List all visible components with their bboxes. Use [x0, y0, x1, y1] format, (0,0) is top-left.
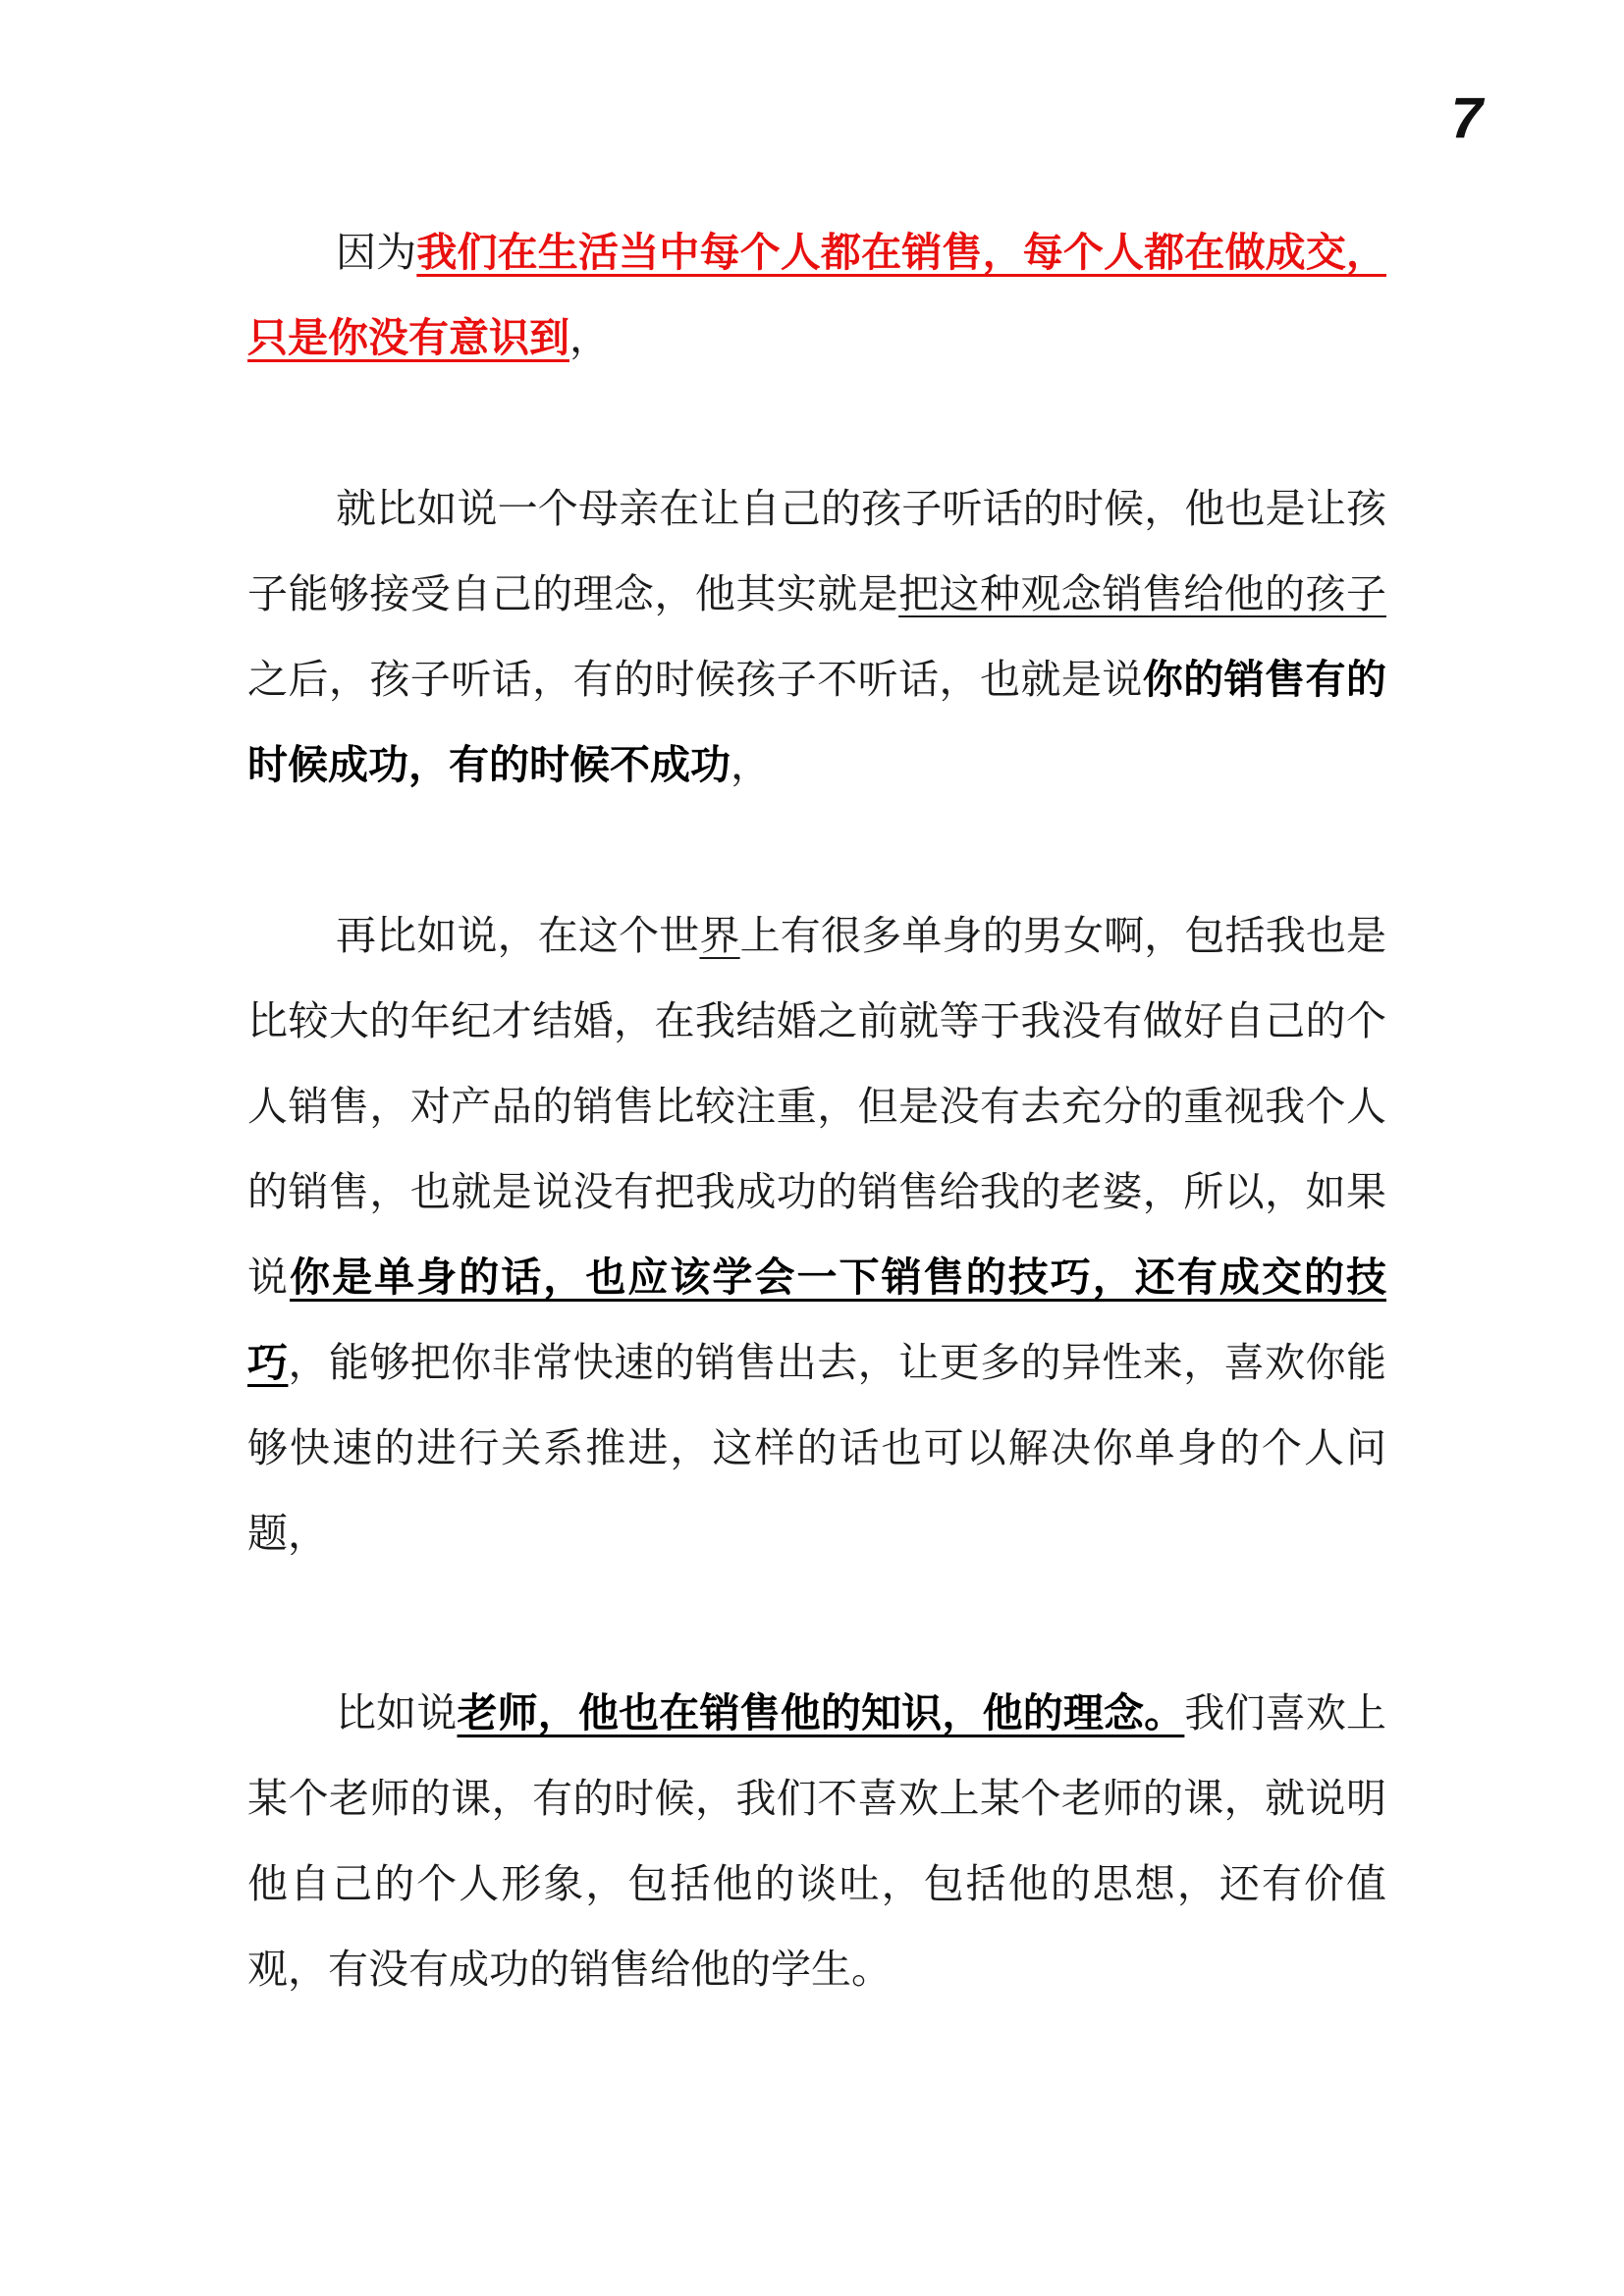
bold-underlined-text: 老师，他也在销售他的知识，他的理念。 [457, 1689, 1185, 1736]
paragraph-3 [247, 893, 1386, 1576]
highlighted-text: 我们在生活当中每个人都在销售，每个人都在做成交，只是你没有意识到 [247, 229, 1387, 361]
text-run: ， [569, 314, 610, 361]
underlined-text: 把这种观念销售给他的孩子 [898, 570, 1386, 617]
text-run: 之后，孩子听话，有的时候孩子不听话，也就是说 [247, 656, 1143, 703]
page-number: 7 [1450, 86, 1483, 150]
text-run: ， [731, 741, 771, 788]
paragraph-2 [247, 466, 1386, 808]
text-run: 就比如说一个母亲在让自己的孩子听话的时候，他也是让孩子能够接受自己的理念，他其实就是 [247, 485, 1386, 617]
bold-underlined-text: 你是单身的话，也应该学会一下销售的技巧，还有成交的技巧 [247, 1254, 1387, 1386]
text-run: 比如说 [336, 1689, 458, 1736]
page-body [247, 210, 1386, 2012]
paragraph-1 [247, 210, 1386, 381]
paragraph-4 [247, 1671, 1386, 2012]
text-run: 上有很多单身的男女啊，包括我也是比较大的年纪才结婚，在我结婚之前就等于我没有做好自己的个人销售，对产品的销售比较注重，但是没有去充分的重视我个人的销售，也就是说没有把我成功的销售给我的老婆，所以，如果说 [247, 912, 1387, 1301]
text-run: 我们喜欢上某个老师的课，有的时候，我们不喜欢上某个老师的课，就说明他自己的个人形象，包括他的谈吐，包括他的思想，还有价值观，有没有成功的销售给他的学生。 [247, 1689, 1387, 1993]
text-run: ，能够把你非常快速的销售出去，让更多的异性来，喜欢你能够快速的进行关系推进，这样的话也可以解决你单身的个人问题， [247, 1339, 1387, 1557]
bold-text: 你的销售有的时候成功，有的时候不成功 [247, 656, 1387, 788]
text-run: 再比如说，在这个世 [336, 912, 700, 959]
text-run: 因为 [336, 229, 417, 276]
underlined-text: 界 [699, 912, 740, 959]
